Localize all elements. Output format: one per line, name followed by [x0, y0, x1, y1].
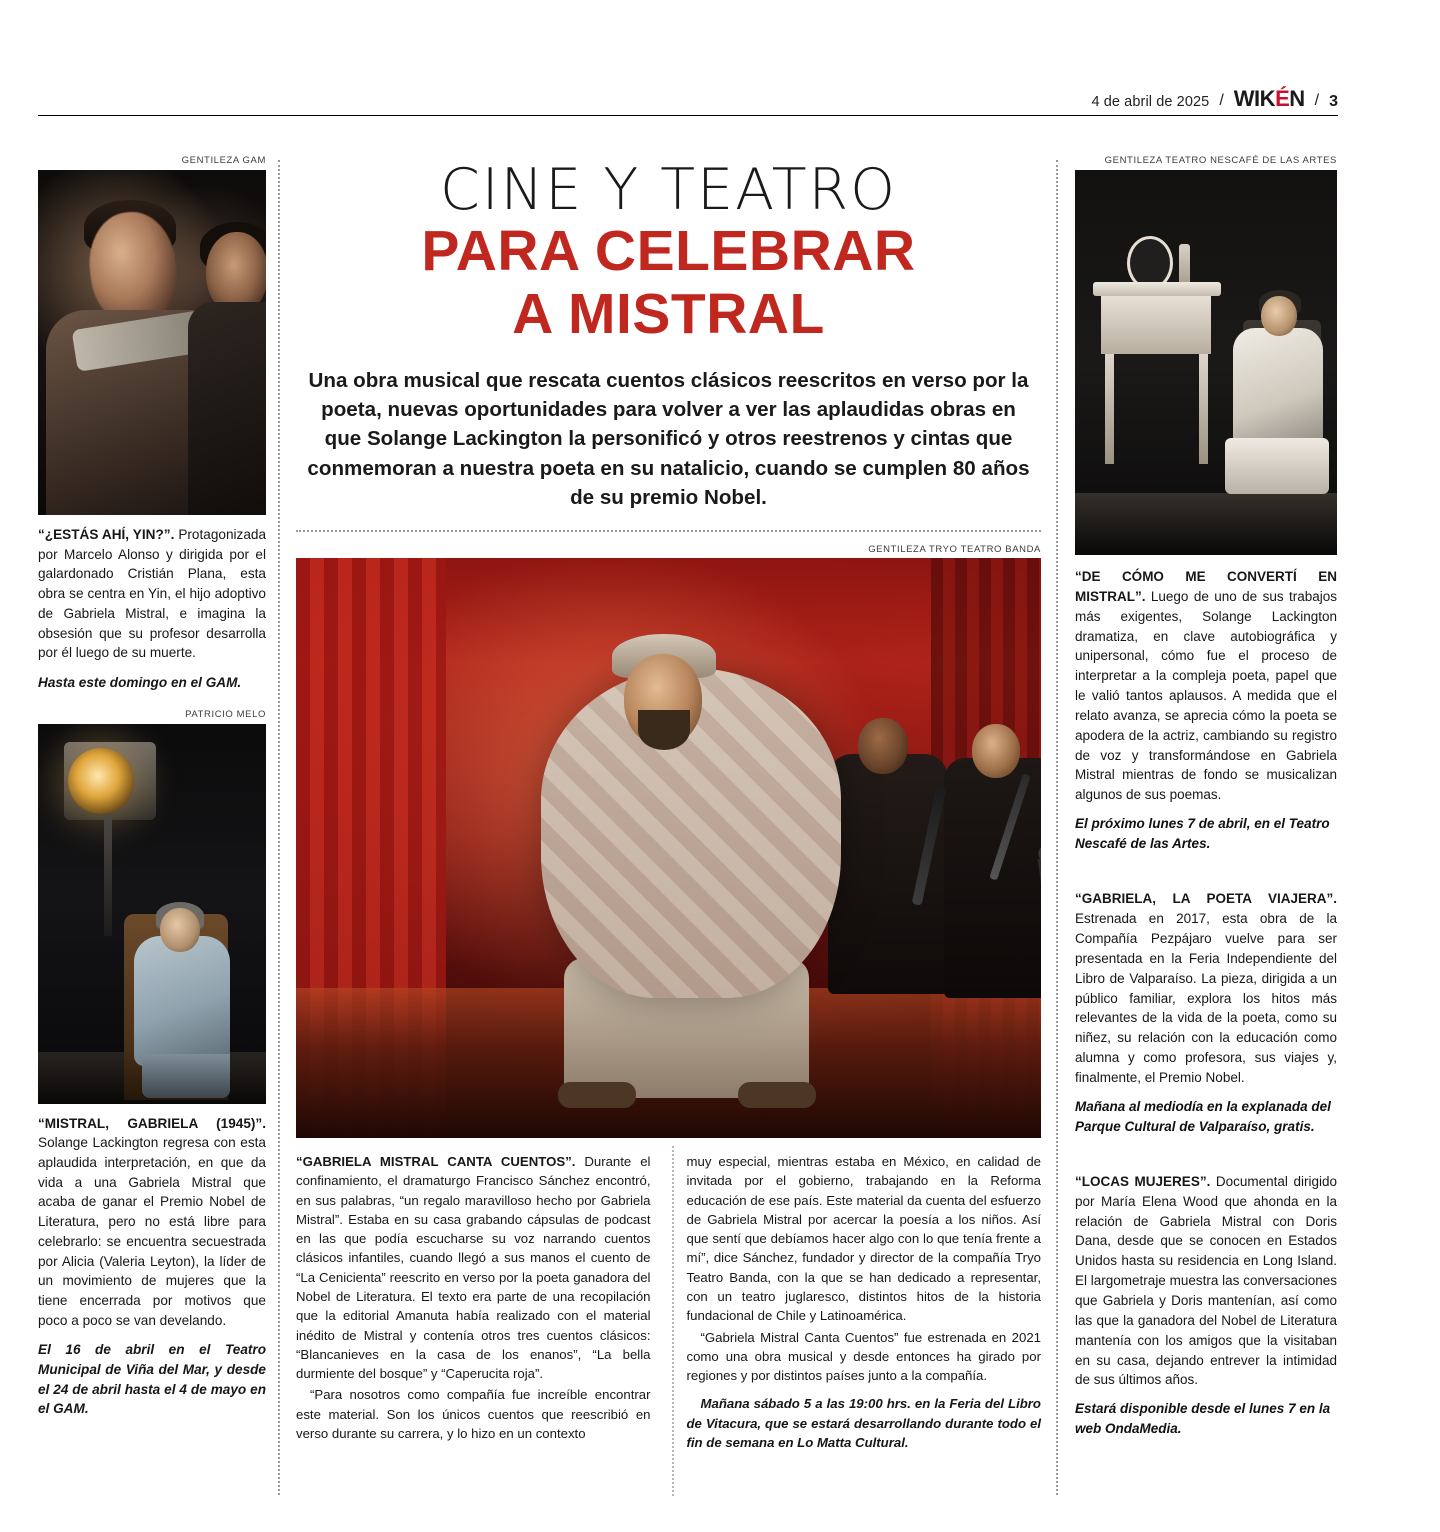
photo-shape: [828, 754, 948, 994]
sidebar-note: Estará disponible desde el lunes 7 en la web OndaMedia.: [1075, 1401, 1331, 1437]
photo-mistral-gabriela-1945: [38, 724, 266, 1104]
photo-shape: [68, 748, 134, 814]
photo-shape: [160, 908, 200, 952]
paragraph-text: muy especial, mientras estaba en México, en calidad de invitada por el gobierno, trabajando en la Reforma educación de ese país. Este material da cuenta del esfuerzo de Gabriela Mistral por acercar la poesía a los niños. Así que sentí que debíamos hacer algo con lo que tenía frente a mí”, dice Sánchez, fundador y director de la compañía Tryo Teatro Banda, con la que se han dedicado a representar, con un teatro juglaresco, distintos hitos de la historia fundacional de Chile y Latinoamérica.: [686, 1154, 1041, 1324]
photo-shape: [638, 710, 690, 750]
paragraph-text: “Gabriela Mistral Canta Cuentos” fue estrenada en 2021 como una obra musical y desde entonces ha girado por regiones y por distintos países junto a la compañía.: [686, 1329, 1041, 1384]
paragraph-lead: “GABRIELA MISTRAL CANTA CUENTOS”.: [296, 1154, 576, 1170]
sidebar-paragraph: [1075, 889, 1337, 1087]
page-number: 3: [1329, 93, 1338, 110]
photo-shape: [1101, 296, 1211, 354]
photo-shape: [1261, 296, 1297, 336]
photo-shape: [972, 724, 1020, 778]
sidebar-block-de-como-me-converti: [1075, 567, 1337, 854]
caption-text: Protagonizada por Marcelo Alonso y dirigida por el galardonado Cristián Plana, esta obra se centra en Yin, el hijo adoptivo de Gabriela Mistral, e imagina la obsesión que su profesor desarrolla por él luego de su muerte.: [38, 527, 267, 661]
caption-lead: “¿ESTÁS AHÍ, YIN?”.: [38, 527, 175, 542]
headline-line-1: CINE Y TEATRO: [439, 157, 897, 223]
masthead: [38, 84, 1338, 116]
photo-shape: [1199, 354, 1208, 464]
right-column: [1075, 155, 1337, 1452]
spacer: [1075, 867, 1337, 889]
column-rule-left: [278, 160, 280, 1495]
photo-shape: [558, 1082, 636, 1108]
photo-shape: [142, 1054, 230, 1098]
caption-note: El 16 de abril en el Teatro Municipal de Viña del Mar, y desde el 24 de abril hasta el 4 de mayo en el GAM.: [38, 1342, 266, 1417]
photo-shape: [188, 302, 266, 515]
photo-gabriela-mistral-canta-cuentos: [296, 558, 1041, 1138]
headline-block: [296, 157, 1041, 512]
article-body: [296, 1152, 1041, 1452]
photo-shape: [104, 816, 112, 936]
photo-shape: [858, 718, 908, 774]
photo-credit-right-top: GENTILEZA TEATRO NESCAFÉ DE LAS ARTES: [1104, 155, 1337, 166]
photo-de-como-me-converti-en-mistral: [1075, 170, 1337, 555]
sidebar-text: Estrenada en 2017, esta obra de la Compañía Pezpájaro vuelve para ser presentada en la Feria Independiente del Libro de Valparaíso. La pieza, dirigida a un público familiar, explora los hitos más relevantes de la vida de la poeta, como su niñez, su relación con la educación como alumna y como profesora, sus viajes y, finalmente, el Premio Nobel.: [1075, 911, 1337, 1085]
article-column-2: [687, 1152, 1042, 1452]
photo-estas-ahi-yin: [38, 170, 266, 515]
sidebar-block-gabriela-la-poeta-viajera: [1075, 889, 1337, 1136]
center-column: [296, 155, 1041, 1452]
article-paragraph: [296, 1152, 651, 1383]
photo-credit-left-top: GENTILEZA GAM: [181, 155, 266, 166]
photo-shape: [1093, 282, 1221, 296]
headline-deck: Una obra musical que rescata cuentos clásicos reescritos en verso por la poeta, nuevas oportunidades para volver a ver las aplaudidas obras en que Solange Lackington la personificó y otros reestrenos y cintas que conmemoran a nuestra poeta en su natalicio, cuando se cumplen 80 años de su premio Nobel.: [307, 368, 1030, 509]
sidebar-paragraph: [1075, 567, 1337, 805]
column-rule-right: [1056, 160, 1058, 1495]
article-note-text: Mañana sábado 5 a las 19:00 hrs. en la Feria del Libro de Vitacura, que se estará desarrollando durante todo el fin de semana en Lo Matta Cultural.: [686, 1396, 1041, 1450]
sidebar-note: Mañana al mediodía en la explanada del Parque Cultural de Valparaíso, gratis.: [1075, 1098, 1331, 1134]
sidebar-lead: “DE CÓMO ME CONVERTÍ EN MISTRAL”.: [1075, 569, 1337, 604]
photo-shape: [738, 1082, 816, 1108]
masthead-slash: /: [1219, 92, 1224, 109]
sidebar-text: Luego de uno de sus trabajos más exigentes, Solange Lackington dramatiza, en clave autobiográfica y unipersonal, cómo fue el proceso de interpretar a la compleja poeta, papel que le valió tantos aplausos. A medida que el relato avanza, se aprecia cómo la poeta se apodera de la actriz, cambiando su registro de voz y transformándose en Gabriela Mistral mientras de fondo se musicalizan algunos de sus poemas.: [1075, 588, 1337, 803]
issue-date: 4 de abril de 2025: [1091, 94, 1210, 110]
sidebar-text: Documental dirigido por María Elena Wood que ahonda en la relación de Gabriela Mistral con Doris Dana, desde que se conocen en Estados Unidos hasta su residencia en Long Island. El largometraje muestra las conversaciones que Gabriela y Doris mantenían, así como las que la ganadora del Nobel de Literatura mantenía con los amigos que la visitaban en su casa, dejando entrever la intimidad de sus últimos años.: [1075, 1173, 1337, 1388]
paragraph-text: Durante el confinamiento, el dramaturgo Francisco Sánchez encontró, en sus palabras, “un regalo maravilloso hecho por Gabriela Mistral”. Estaba en su casa grabando cápsulas de podcast en las que podía escucharse su voz narrando cuentos clásicos infantiles, cuando llegó a sus manos el cuento de “La Cenicienta” reescrito en verso por la poeta ganadora del Nobel de Literatura. El texto era parte de una recopilación que la editorial Amanuta había realizado con el material inédito de Mistral y contenía otros tres cuentos clásicos: “Blancanieves en la casa de los enanos”, “La bella durmiente del bosque” y “Caperucita roja”.: [296, 1154, 651, 1382]
photo-shape: [1179, 244, 1190, 284]
photo-shape: [1105, 354, 1114, 464]
article-paragraph: [687, 1328, 1042, 1386]
left-column: [38, 155, 266, 1419]
caption-lead: “MISTRAL, GABRIELA (1945)”.: [38, 1115, 266, 1131]
sidebar-lead: “GABRIELA, LA POETA VIAJERA”.: [1075, 891, 1337, 907]
caption-note: Hasta este domingo en el GAM.: [38, 674, 242, 690]
sidebar-lead: “LOCAS MUJERES”.: [1075, 1173, 1211, 1189]
masthead-slash-2: /: [1314, 92, 1320, 109]
caption-mistral-gabriela-1945: [38, 1114, 266, 1420]
sidebar-paragraph: [1075, 1172, 1337, 1390]
article-column-1: [296, 1152, 651, 1452]
photo-shape: [1233, 328, 1323, 448]
sidebar-note: El próximo lunes 7 de abril, en el Teatro Nescafé de las Artes.: [1075, 816, 1330, 851]
headline-line-3: A MISTRAL: [512, 281, 825, 346]
photo-credit-left-bottom: PATRICIO MELO: [185, 708, 266, 720]
photo-credit-main: GENTILEZA TRYO TEATRO BANDA: [868, 544, 1041, 556]
caption-text: Solange Lackington regresa con esta aplaudida interpretación, en que da vida a una Gabriela Mistral que acaba de ganar el Premio Nobel de Literatura, pero no está libre para celebrarlo: se encuentra secuestrada por Alicia (Valeria Leyton), la líder de un movimiento de mujeres que la tiene encerrada por motivos que poco a poco se van develando.: [38, 1135, 266, 1328]
sidebar-block-locas-mujeres: [1075, 1172, 1337, 1439]
article-paragraph: [296, 1385, 651, 1443]
article-note: [687, 1394, 1042, 1452]
spacer: [1075, 1150, 1337, 1172]
paragraph-text: “Para nosotros como compañía fue increíble encontrar este material. Son los únicos cuentos que reescribió en verso durante su carrera, y lo hizo en un contexto: [296, 1387, 651, 1441]
photo-shape: [1075, 493, 1337, 555]
article-paragraph: [687, 1152, 1042, 1325]
photo-shape: [1225, 438, 1329, 494]
photo-shape: [134, 936, 230, 1066]
divider-dotted: [296, 530, 1041, 532]
wiken-logo: WIKÉN: [1233, 86, 1305, 111]
headline-line-2: PARA CELEBRAR: [421, 219, 916, 284]
caption-estas-ahi-yin: [38, 525, 266, 693]
